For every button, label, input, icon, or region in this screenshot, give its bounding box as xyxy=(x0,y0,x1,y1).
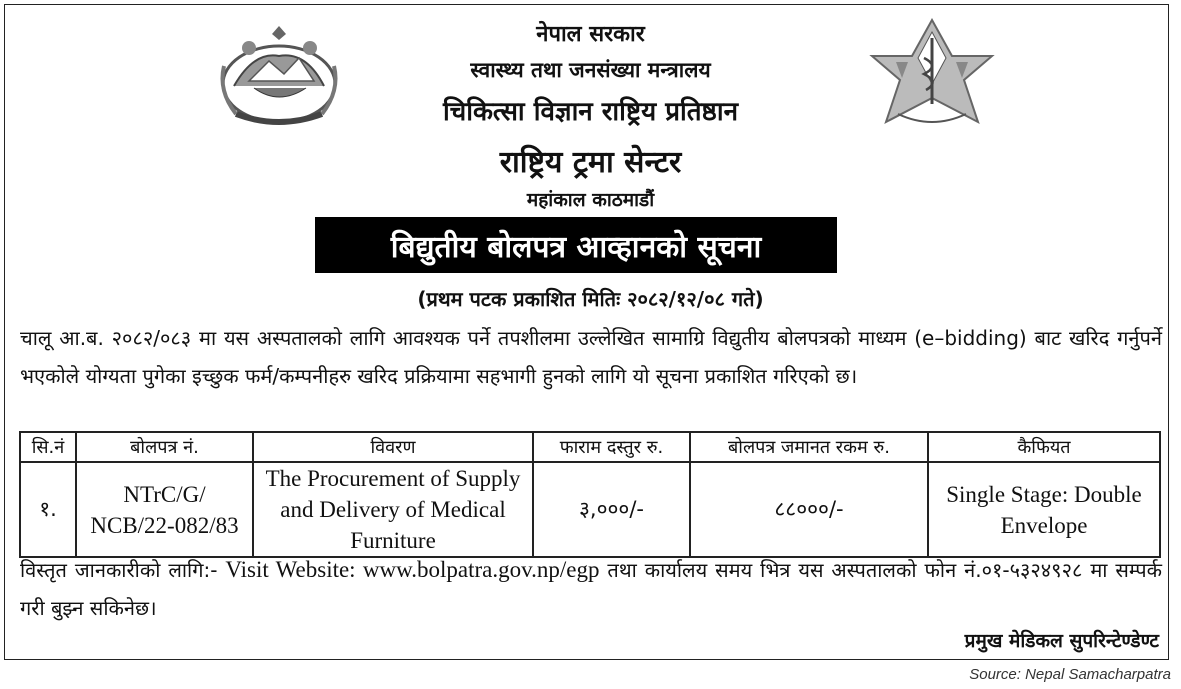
publication-date: (प्रथम पटक प्रकाशित मितिः २०८२/१२/०८ गते) xyxy=(417,287,764,311)
intro-paragraph: चालू आ.ब. २०८२/०८३ मा यस अस्पतालको लागि आवश्यक पर्ने तपशीलमा उल्लेखित सामाग्रि विद्युतीय बोलपत्रको माध्यम (e–bidding) बाट खरिद गर्नुपर्ने भएकोले योग्यता पुगेका इच्छुक फर्म/कम्पनीहरु खरिद प्रक्रियामा सहभागी हुनको लागि यो सूचना प्रकाशित गरिएको छ। xyxy=(20,326,1162,388)
cell-description: The Procurement of Supply and Delivery of Medical Furniture xyxy=(253,462,533,557)
header-form-fee: फाराम दस्तुर रु. xyxy=(533,432,690,462)
cell-form-fee: ३,०००/- xyxy=(533,462,690,557)
source-credit: Source: Nepal Samacharpatra xyxy=(969,666,1171,683)
ministry-title: स्वास्थ्य तथा जनसंख्या मन्त्रालय xyxy=(470,58,711,82)
notice-title-banner xyxy=(315,217,837,273)
cell-sn: १. xyxy=(20,462,76,557)
header-bid-no: बोलपत्र नं. xyxy=(76,432,253,462)
centre-title: राष्ट्रिय ट्रमा सेन्टर xyxy=(499,145,682,180)
header-security: बोलपत्र जमानत रकम रु. xyxy=(690,432,928,462)
table-header-row xyxy=(20,432,1160,462)
signature: प्रमुख मेडिकल सुपरिन्टेण्डेण्ट xyxy=(964,630,1159,652)
details-suffix: तथा कार्यालय समय भित्र यस अस्पतालको फोन नं.०१-५३२४९२८ मा सम्पर्क गरी बुझ्न सकिनेछ। xyxy=(20,558,1163,620)
table-row xyxy=(20,462,1160,557)
cell-security: ८८०००/- xyxy=(690,462,928,557)
location-title: महांकाल काठमाडौं xyxy=(526,189,655,211)
header-description: विवरण xyxy=(253,432,533,462)
details-prefix: विस्तृत जानकारीको लागि:- xyxy=(20,558,218,582)
header-remarks: कैफियत xyxy=(928,432,1160,462)
notice-title: बिद्युतीय बोलपत्र आव्हानको सूचना xyxy=(390,229,762,265)
header-sn: सि.नं xyxy=(20,432,76,462)
cell-bid-no: NTrC/G/ NCB/22-082/83 xyxy=(76,462,253,557)
cell-remarks: Single Stage: Double Envelope xyxy=(928,462,1160,557)
bid-table xyxy=(19,431,1161,558)
government-title: नेपाल सरकार xyxy=(536,22,645,47)
details-paragraph xyxy=(20,551,1162,627)
details-website[interactable]: Visit Website: www.bolpatra.gov.np/egp xyxy=(225,557,600,582)
institution-title: चिकित्सा विज्ञान राष्ट्रिय प्रतिष्ठान xyxy=(442,97,739,127)
